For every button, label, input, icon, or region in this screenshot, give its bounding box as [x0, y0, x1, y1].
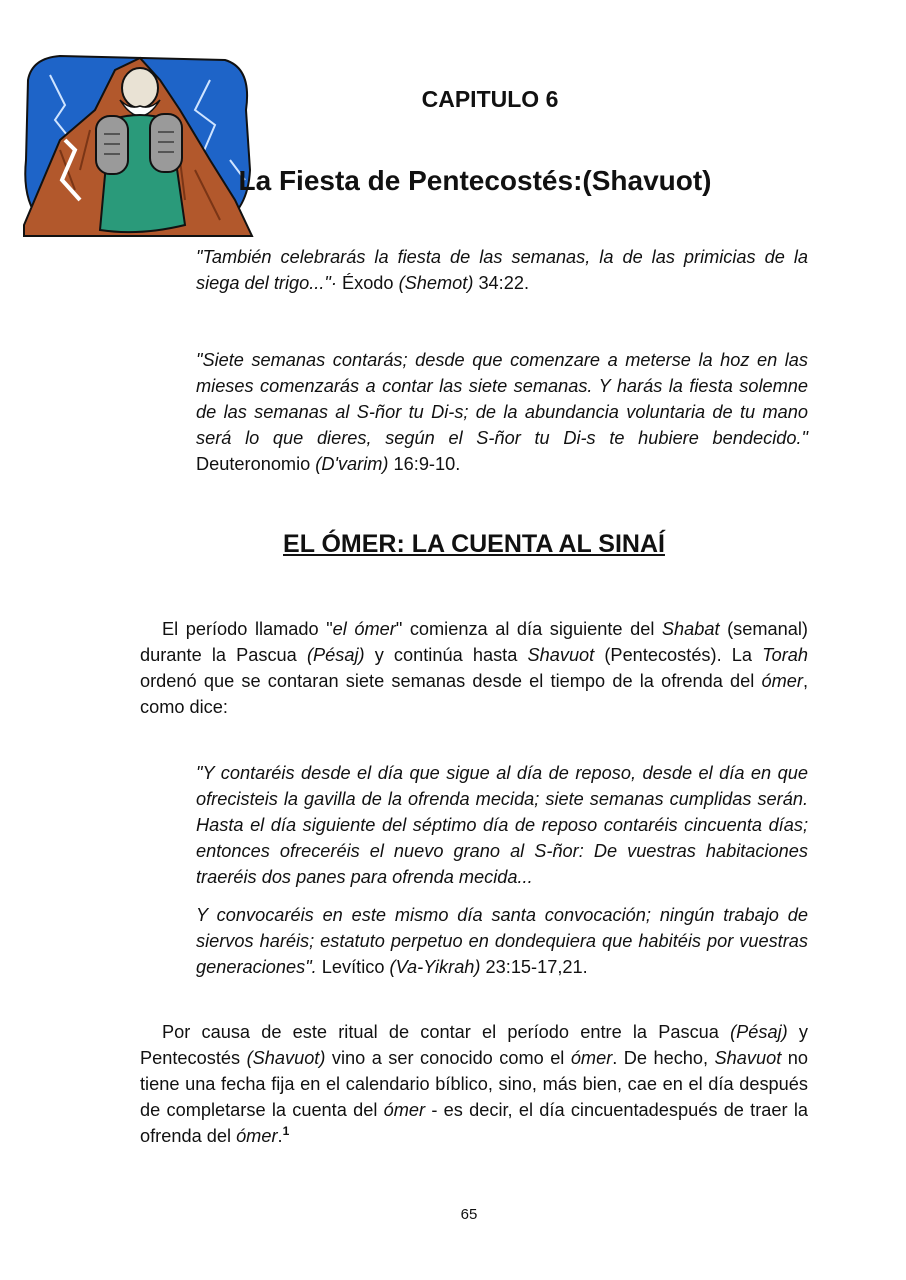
paragraph-omer-count: Por causa de este ritual de contar el período entre la Pascua (Pésaj) y Pentecostés (Shavuot) vino a ser conocido como el ómer. De hecho, Shavuot no tiene una fecha fija en el calendario bíblico, sino, más bien, cae en el día después de completarse la cuenta del ómer - es decir, el día cincuentadespués de traer la ofrenda del ómer.$^1$ [140, 1022, 808, 1146]
moses-tablets-illustration [20, 50, 256, 240]
quote-leviticus-part2: Y convocaréis en este mismo día santa convocación; ningún trabajo de siervos haréis; estatuto perpetuo en dondequiera que habitéis por vuestras generaciones". Levítico (Va-Yikrah) 23:15-17,21. [196, 905, 808, 977]
section-heading: EL ÓMER: LA CUENTA AL SINAÍ [283, 530, 665, 558]
footnote-marker[interactable]: 1 [282, 1123, 290, 1138]
quote-exodus: "También celebrarás la fiesta de las semanas, la de las primicias de la siega del trigo..."· Éxodo (Shemot) 34:22. [196, 247, 808, 293]
page-title: La Fiesta de Pentecostés:(Shavuot) [238, 165, 712, 196]
paragraph-omer-intro: El período llamado "el ómer" comienza al día siguiente del Shabat (semanal) durante la Pascua (Pésaj) y continúa hasta Shavuot (Pentecostés). La Torah ordenó que se contaran siete semanas desde el tiempo de la ofrenda del ómer, como dice: [140, 619, 808, 717]
chapter-label: CAPITULO 6 [421, 86, 559, 112]
quote-deuteronomy: "Siete semanas contarás; desde que comenzare a meterse la hoz en las mieses comenzarás a contar las siete semanas. Y harás la fiesta solemne de las semanas al S-ñor tu Di-s; de la abundancia voluntaria de tu mano será lo que dieres, según el S-ñor tu Di-s te hubiere bendecido." Deuteronomio (D'varim) 16:9-10. [196, 350, 808, 474]
quote-leviticus-part1: "Y contaréis desde el día que sigue al día de reposo, desde el día en que ofrecisteis la gavilla de la ofrenda mecida; siete semanas cumplidas serán. Hasta el día siguiente del séptimo día de reposo contaréis cincuenta días; entonces ofreceréis el nuevo grano al S-ñor: De vuestras habitaciones traeréis dos panes para ofrenda mecida... [196, 763, 808, 887]
page-number: 65 [460, 1206, 478, 1223]
